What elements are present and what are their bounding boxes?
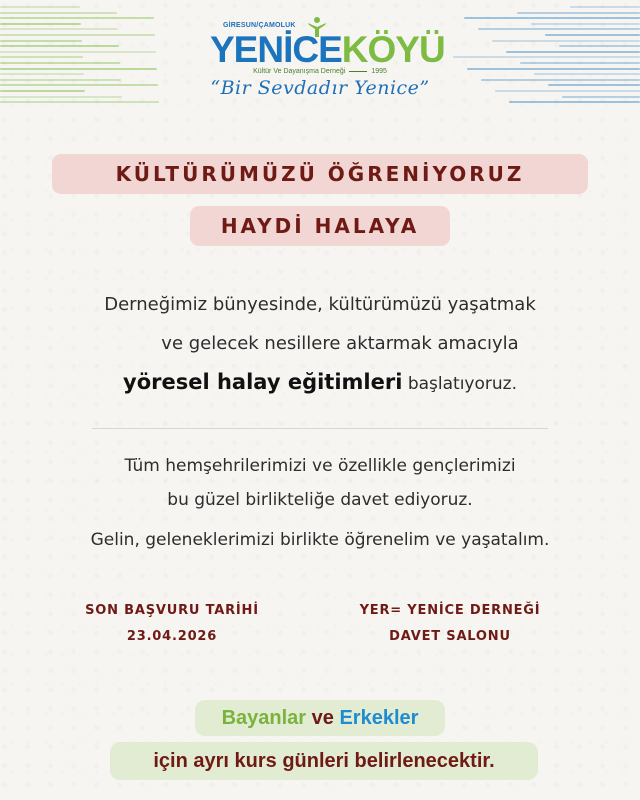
place-info xyxy=(330,598,570,650)
stripe-line xyxy=(0,73,84,75)
stripe-line xyxy=(464,17,640,19)
intro-line-2: ve gelecek nesillere aktarmak amacıyla xyxy=(161,333,519,354)
stripe-line xyxy=(545,34,640,36)
separate-days-note: için ayrı kurs günleri belirlenecektir. xyxy=(110,742,538,780)
place-value: DAVET SALONU xyxy=(389,629,511,644)
stripe-line xyxy=(534,73,640,75)
stripe-line xyxy=(492,40,640,42)
section-divider xyxy=(92,428,548,429)
slogan: “Bir Sevdadır Yenice” xyxy=(210,77,430,99)
men-label: Erkekler xyxy=(339,707,419,729)
audience-pill xyxy=(195,700,445,736)
logo-wordmark-part2: KÖYÜ xyxy=(341,29,445,70)
intro-line-1: Derneğimiz bünyesinde, kültürümüzü yaşatmak xyxy=(104,294,536,315)
logo-year: 1995 xyxy=(371,68,387,75)
invite-line-2: bu güzel birlikteliğe davet ediyoruz. xyxy=(167,490,473,510)
stripe-line xyxy=(517,12,640,14)
stripe-line xyxy=(0,34,155,36)
stripe-line xyxy=(0,101,159,103)
heading-halay: HAYDİ HALAYA xyxy=(190,206,450,246)
heading-learning-culture: KÜLTÜRÜMÜZÜ ÖĞRENİYORUZ xyxy=(52,154,588,194)
logo-wordmark-part1: YENİCE xyxy=(210,29,342,70)
stripe-line xyxy=(0,40,82,42)
stripe-line xyxy=(0,51,156,53)
stripe-line xyxy=(0,6,80,8)
stripe-line xyxy=(520,62,640,64)
deadline-info xyxy=(56,598,288,650)
intro-line-3 xyxy=(0,370,640,394)
stripe-line xyxy=(570,6,640,8)
stripe-line xyxy=(509,101,640,103)
stripe-line xyxy=(0,68,157,70)
deadline-date: 23.04.2026 xyxy=(126,629,218,644)
stripe-line xyxy=(506,51,640,53)
deadline-label: SON BAŞVURU TARİHİ xyxy=(85,603,259,618)
intro-line-3-rest: başlatıyoruz. xyxy=(402,374,517,394)
logo-wordmark xyxy=(210,29,445,70)
invite-line-3: Gelin, geleneklerimizi birlikte öğrenelim ve yaşatalım. xyxy=(90,530,550,550)
stripe-line xyxy=(0,62,120,64)
place-label: YER= YENİCE DERNEĞİ xyxy=(359,603,541,618)
intro-bold-text: yöresel halay eğitimleri xyxy=(123,370,403,394)
stripe-line xyxy=(559,45,640,47)
women-label: Bayanlar xyxy=(221,707,307,729)
stripe-line xyxy=(478,28,640,30)
and-label: ve xyxy=(311,707,334,729)
stripe-line xyxy=(0,17,154,19)
stripe-line xyxy=(531,23,640,25)
stripe-line xyxy=(0,23,81,25)
stripe-line xyxy=(0,28,118,30)
stripe-line xyxy=(0,12,117,14)
stripe-line xyxy=(453,56,640,58)
logo-location-text: GİRESUN/ÇAMOLUK xyxy=(223,22,296,29)
stripe-line xyxy=(467,68,640,70)
logo-subtitle-text: Kültür Ve Dayanışma Derneği xyxy=(253,68,346,75)
stripe-line xyxy=(0,45,119,47)
stripe-line xyxy=(0,56,83,58)
logo-subtitle xyxy=(215,68,425,75)
invite-line-1: Tüm hemşehrilerimizi ve özellikle gençlerimizi xyxy=(124,456,516,476)
